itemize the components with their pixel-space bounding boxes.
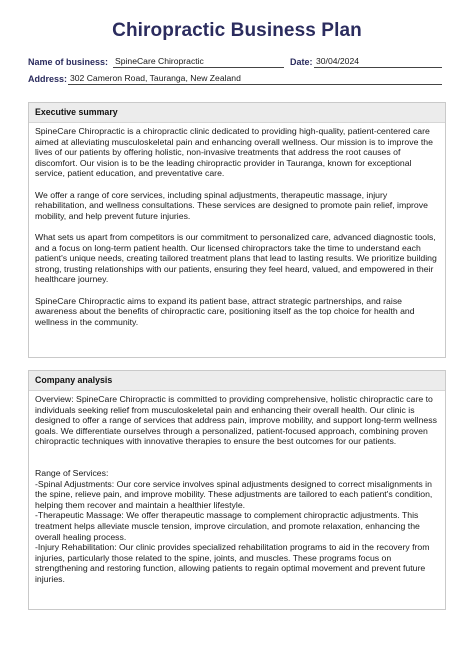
document-title: Chiropractic Business Plan <box>112 20 362 41</box>
services-heading: Range of Services: <box>35 467 109 478</box>
executive-summary-body <box>29 123 445 327</box>
business-name-field[interactable]: SpineCare Chiropractic <box>113 56 284 68</box>
executive-summary-paragraph: We offer a range of core services, including spinal adjustments, therapeutic massage, injury rehabilitation, and wellness consultations. These services are designed to promote pain relief, improve mobility, and help prevent future injuries. <box>35 189 428 221</box>
executive-summary-heading: Executive summary <box>29 103 445 123</box>
executive-summary-paragraph: What sets us apart from competitors is our commitment to personalized care, advanced diagnostic tools, and a focus on long-term patient health. Our licensed chiropractors take the time to understand each patient's unique needs, creating tailored treatment plans that lead to lasting results. We prioritize building strong, trusting relationships with our patients, ensuring they feel heard, valued, and empowered in their healthcare journey. <box>35 231 437 285</box>
company-analysis-body <box>29 391 445 585</box>
business-name-label: Name of business: <box>28 57 109 67</box>
executive-summary-section <box>28 102 446 358</box>
company-analysis-section <box>28 370 446 610</box>
executive-summary-paragraph: SpineCare Chiropractic aims to expand its patient base, attract strategic partnerships, and raise awareness about the benefits of chiropractic care, positioning itself as the top choice for health and wellness in the community. <box>35 295 415 327</box>
address-field[interactable]: 302 Cameron Road, Tauranga, New Zealand <box>68 73 442 85</box>
service-item: -Injury Rehabilitation: Our clinic provides specialized rehabilitation programs to aid in the recovery from injuries, particularly those related to the spine, joints, and muscles. These programs focus on strengthening and restoring function, allowing patients to regain optimal movement and prevent future injuries. <box>35 542 430 584</box>
service-item: -Therapeutic Massage: We offer therapeutic massage to complement chiropractic adjustments. This treatment helps alleviate muscle tension, improve circulation, and promote relaxation, enhancing the overall healing process. <box>35 510 420 542</box>
address-label: Address: <box>28 74 68 84</box>
executive-summary-paragraph: SpineCare Chiropractic is a chiropractic clinic dedicated to providing high-quality, patient-centered care aimed at alleviating musculoskeletal pain and enhancing overall wellness. Our mission is to improve the lives of our patients by offering holistic, non-invasive treatments that address the root causes of discomfort. Our vision is to be the leading chiropractic provider in Tauranga, known for exceptional service, patient education, and preventative care. <box>35 126 433 179</box>
date-label: Date: <box>290 57 313 67</box>
service-item: -Spinal Adjustments: Our core service involves spinal adjustments designed to correct misalignments in the spine, relieve pain, and improve mobility. These adjustments are tailored to each patient's condition, helping them recover and maintain a healthier lifestyle. <box>35 478 433 510</box>
company-analysis-heading: Company analysis <box>29 371 445 391</box>
date-field[interactable]: 30/04/2024 <box>314 56 442 68</box>
company-overview-text: Overview: SpineCare Chiropractic is committed to providing comprehensive, holistic chiropractic care to individuals seeking relief from musculoskeletal pain and enhancing their overall health. Our clinic is designed to offer a range of services that address pain, improve mobility, and support long-term wellness goals. We differentiate ourselves through a personalized, patient-focused approach, combining proven chiropractic techniques with innovative therapies to ensure the best outcomes for our patients. <box>35 394 437 447</box>
